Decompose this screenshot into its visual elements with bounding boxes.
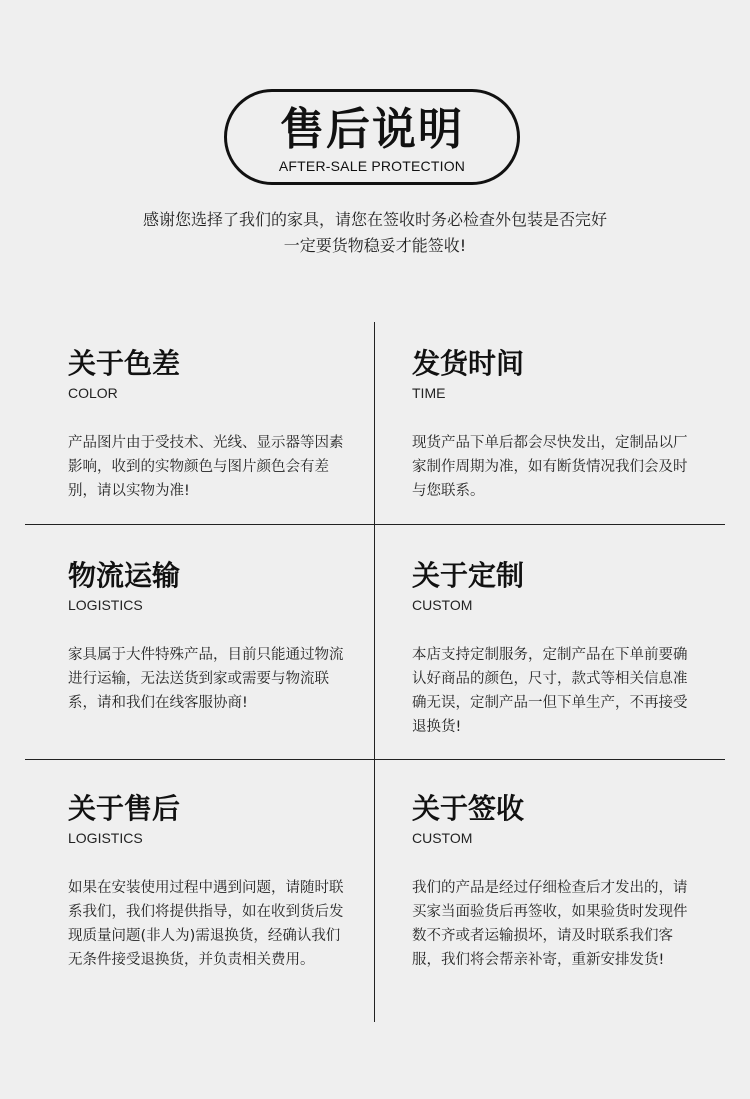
section-subtitle: CUSTOM xyxy=(412,830,473,846)
intro-line-1: 感谢您选择了我们的家具，请您在签收时务必检查外包装是否完好 xyxy=(142,210,607,229)
section-body: 我们的产品是经过仔细检查后才发出的，请买家当面验货后再签收，如果验货时发现件数不齐或者运输损坏，请及时联系我们客服，我们将会帮亲补寄，重新安排发货! xyxy=(412,880,688,968)
intro-text xyxy=(0,207,750,259)
vertical-divider xyxy=(374,322,375,1022)
section-title: 关于签收 xyxy=(412,792,525,825)
page-subtitle: AFTER-SALE PROTECTION xyxy=(278,158,466,174)
section-color xyxy=(68,347,368,503)
section-title: 关于色差 xyxy=(68,347,181,380)
section-body: 家具属于大件特殊产品，目前只能通过物流进行运输，无法送货到家或需要与物流联系，请和我们在线客服协商! xyxy=(68,647,344,711)
section-subtitle: LOGISTICS xyxy=(68,597,143,613)
section-body: 现货产品下单后都会尽快发出，定制品以厂家制作周期为准，如有断货情况我们会及时与您联系。 xyxy=(412,435,688,499)
header-badge xyxy=(224,89,520,185)
section-title: 发货时间 xyxy=(412,347,525,380)
horizontal-divider-1 xyxy=(25,524,725,525)
section-title: 关于定制 xyxy=(412,559,525,592)
section-logistics xyxy=(68,559,368,715)
section-body: 本店支持定制服务，定制产品在下单前要确认好商品的颜色，尺寸，款式等相关信息准确无误，定制产品一但下单生产，不再接受退换货! xyxy=(412,647,688,735)
section-body: 如果在安装使用过程中遇到问题，请随时联系我们，我们将提供指导，如在收到货后发现质量问题(非人为)需退换货，经确认我们无条件接受退换货，并负责相关费用。 xyxy=(68,880,344,968)
section-title: 关于售后 xyxy=(68,792,181,825)
horizontal-divider-2 xyxy=(25,759,725,760)
intro-line-2: 一定要货物稳妥才能签收! xyxy=(283,236,467,255)
section-time xyxy=(412,347,712,503)
section-body: 产品图片由于受技术、光线、显示器等因素影响，收到的实物颜色与图片颜色会有差别，请以实物为准! xyxy=(68,435,344,499)
section-subtitle: TIME xyxy=(412,385,446,401)
page-title: 售后说明 xyxy=(280,104,464,155)
section-subtitle: LOGISTICS xyxy=(68,830,143,846)
section-after-sale xyxy=(68,792,368,972)
section-custom xyxy=(412,559,712,739)
section-sign-for xyxy=(412,792,712,972)
section-subtitle: CUSTOM xyxy=(412,597,473,613)
section-title: 物流运输 xyxy=(68,559,181,592)
section-subtitle: COLOR xyxy=(68,385,118,401)
